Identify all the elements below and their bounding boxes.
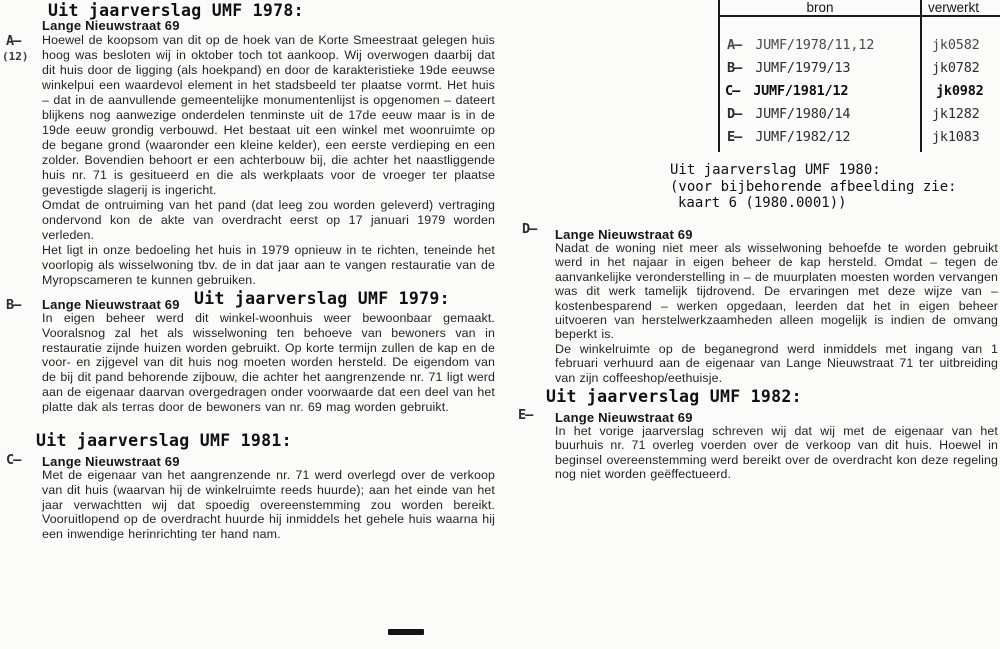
table-row-verwerkt: jk1083 (932, 129, 980, 145)
paragraph: Met de eigenaar van het aangrenzende nr. 71 werd overlegd over de verkoop van dit huis (waarvan hij de winkelruimte reeds huurde); aan het einde van het jaar verwachtten wij dat spoedig overeenstemming zou worden bereikt. Vooruitlopend op de overdracht huurde hij inmiddels het gehele huis waarna hij een inwendige herinrichting ter hand nam. (42, 468, 495, 542)
row-bron-value: JUMF/1979/13 (755, 60, 851, 76)
section-c-marker: C— (6, 452, 21, 468)
section-e-text (555, 424, 998, 482)
table-row-bron (727, 37, 874, 53)
row-bron-value: JUMF/1982/12 (755, 129, 851, 145)
section-b-marker: B— (6, 297, 21, 313)
section-b-text (42, 311, 495, 415)
table-header-bron: bron (806, 0, 834, 15)
section-e-marker: E— (518, 407, 533, 423)
table-header-rule (718, 15, 1000, 17)
heading-line: (voor bijbehorende afbeelding zie: (670, 178, 957, 195)
table-row-verwerkt: jk0782 (932, 60, 980, 76)
paragraph: Het ligt in onze bedoeling het huis in 1979 opnieuw in te richten, teneinde het voorlopig als wisselwoning tbv. de in dat jaar aan te vangen restauratie van de Myropscameren te kunnen gebruiken. (42, 243, 495, 287)
heading-jaarverslag-1982: Uit jaarverslag UMF 1982: (546, 387, 802, 406)
heading-jaarverslag-1980 (670, 162, 957, 212)
row-marker: D— (727, 106, 742, 122)
section-a-marker: A— (6, 33, 21, 49)
section-d-street-label: Lange Nieuwstraat 69 (555, 227, 693, 242)
paragraph: Omdat de ontruiming van het pand (dat leeg zou worden geleverd) vertraging ondervond kon de akte van overdracht eerst op 17 januari 1979 worden verleden. (42, 198, 495, 242)
section-c-text (42, 468, 495, 542)
row-marker: A— (727, 37, 742, 53)
row-bron-value: JUMF/1978/11,12 (755, 37, 875, 53)
paragraph: De winkelruimte op de beganegrond werd inmiddels met ingang van 1 februari verhuurd aan de eigenaar van Lange Nieuwstraat 71 ter uitbreiding van zijn coffeeshop/eethuisje. (555, 341, 998, 385)
row-marker: B— (727, 60, 742, 76)
paragraph: Hoewel de koopsom van dit op de hoek van de Korte Smeestraat gelegen huis hoog was besloten wij in oktober toch tot aankoop. Wij overwogen daarbij dat dit huis door de ligging (als hoekpand) en door de karakteristieke 19de eeuwse winkelpui een waardevol element in het stadsbeeld ter plaatse vormt. Het huis – dat in de aanvullende gemeentelijke monumentenlijst is opgenomen – dateert blijkens nog aanwezige onderdelen tenminste uit de 17de eeuw maar is in de 19de eeuw grondig verbouwd. Het bestaat uit een winkel met woonruimte op de begane grond (waaronder een kleine kelder), een eerste verdieping en een zolder. Bovendien behoort er een achterbouw bij, die achter het naastliggende huis nr. 71 is gesitueerd en die als werkplaats voor de vroeger ter plaatse gevestigde slagerij is ingericht. (42, 33, 495, 197)
table-row-verwerkt: jk0982 (936, 83, 984, 99)
paragraph: In het vorige jaarverslag schreven wij dat wij met de eigenaar van het buurhuis nr. 71 overleg voerden over de verkoop van dit huis. Hoewel in beginsel overeenstemming werd bereikt over de overdracht kon deze regeling nog niet worden geëffectueerd. (555, 424, 998, 482)
table-row-bron (727, 60, 850, 76)
paragraph: Nadat de woning niet meer als wisselwoning behoefde te worden gebruikt werd in het najaar in eigen beheer de kap hersteld. Omdat – tegen de aanvankelijke veronderstelling in – de muurplaten moesten worden vervangen was dit werk tamelijk tijdrovend. De ervaringen met deze wijze van – kostenbesparend – werken opgedaan, leerden dat het in eigen beheer uitvoeren van herstelwerkzaamheden alleen mogelijk is indien de omvang beperkt is. (555, 241, 998, 342)
heading-jaarverslag-1979: Uit jaarverslag UMF 1979: (194, 289, 450, 308)
heading-line: kaart 6 (1980.0001)) (678, 195, 847, 211)
scan-artifact-mark (388, 629, 424, 635)
table-row-verwerkt: jk0582 (932, 37, 980, 53)
row-marker: E— (727, 129, 742, 145)
table-column-divider (920, 0, 922, 152)
section-a-marker-note: (12) (2, 50, 29, 63)
table-row-bron (725, 83, 848, 99)
section-e-street-label: Lange Nieuwstraat 69 (555, 410, 693, 425)
row-bron-value: JUMF/1980/14 (755, 106, 851, 122)
section-c-street-label: Lange Nieuwstraat 69 (42, 454, 180, 469)
table-header-verwerkt: verwerkt (928, 0, 980, 15)
section-a-street-label: Lange Nieuwstraat 69 (42, 18, 180, 33)
heading-jaarverslag-1978: Uit jaarverslag UMF 1978: (48, 1, 304, 20)
section-a-text (42, 33, 495, 288)
section-d-text (555, 241, 998, 385)
heading-jaarverslag-1981: Uit jaarverslag UMF 1981: (36, 431, 292, 450)
section-d-marker: D— (522, 221, 537, 237)
table-row-bron (727, 129, 850, 145)
row-bron-value: JUMF/1981/12 (753, 83, 849, 99)
table-row-verwerkt: jk1282 (932, 106, 980, 122)
row-marker: C— (725, 83, 740, 99)
table-left-border (718, 0, 720, 152)
section-b-street-label: Lange Nieuwstraat 69 (42, 297, 180, 312)
heading-line: Uit jaarverslag UMF 1980: (670, 162, 881, 178)
paragraph: In eigen beheer werd dit winkel-woonhuis weer bewoonbaar gemaakt. Vooralsnog zal het als wisselwoning ten behoeve van bewoners van in restauratie zijnde huizen worden gebruikt. Op korte termijn zullen de kap en de voor- en zijgevel van dit huis nog moeten worden hersteld. De eigendom van de bij dit pand behorende zijbouw, die achter het aangrenzende nr. 71 ligt werd aan de eigenaar daarvan overgedragen onder voorwaarde dat een deel van het platte dak als terras door de bewoners van nr. 69 mag worden gebruikt. (42, 311, 495, 414)
table-row-bron (727, 106, 850, 122)
